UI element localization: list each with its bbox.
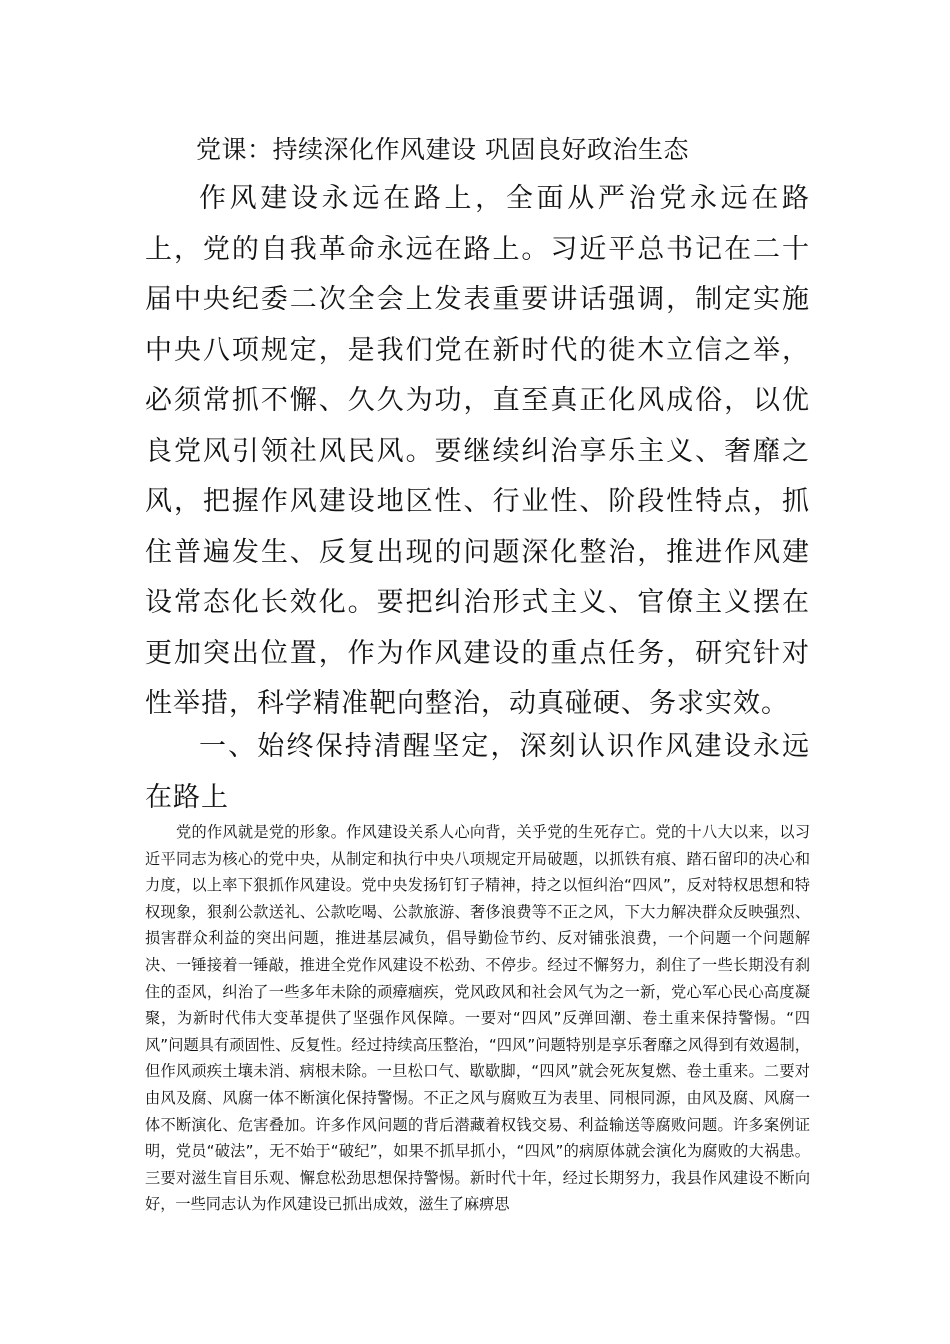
section-heading: 一、始终保持清醒坚定，深刻认识作风建设永远在路上 (145, 731, 810, 813)
intro-paragraph: 作风建设永远在路上，全面从严治党永远在路上，党的自我革命永远在路上。习近平总书记在二十届中央纪委二次全会上发表重要讲话强调，制定实施中央八项规定，是我们党在新时代的徙木立信之举，必须常抓不懈、久久为功，直至真正化风成俗，以优良党风引领社风民风。要继续纠治享乐主义、奢靡之风，把握作风建设地区性、行业性、阶段性特点，抓住普遍发生、反复出现的问题深化整治，推进作风建设常态化长效化。要把纠治形式主义、官僚主义摆在更加突出位置，作为作风建设的重点任务，研究针对性举措，科学精准靶向整治，动真碰硬、务求实效。 (145, 183, 810, 719)
document-title: 党课：持续深化作风建设 巩固良好政治生态 (196, 135, 689, 164)
section-body-paragraph: 党的作风就是党的形象。作风建设关系人心向背，关乎党的生死存亡。党的十八大以来，以习近平同志为核心的党中央，从制定和执行中央八项规定开局破题，以抓铁有痕、踏石留印的决心和力度，以上率下狠抓作风建设。党中央发扬钉钉子精神，持之以恒纠治“四风”，反对特权思想和特权现象，狠刹公款送礼、公款吃喝、公款旅游、奢侈浪费等不正之风，下大力解决群众反映强烈、损害群众利益的突出问题，推进基层减负，倡导勤俭节约、反对铺张浪费，一个问题一个问题解决、一锤接着一锤敲，推进全党作风建设不松劲、不停步。经过不懈努力，刹住了一些长期没有刹住的歪风，纠治了一些多年未除的顽瘴痼疾，党风政风和社会风气为之一新，党心军心民心高度凝聚，为新时代伟大变革提供了坚强作风保障。一要对“四风”反弹回潮、卷土重来保持警惕。“四风”问题具有顽固性、反复性。经过持续高压整治，“四风”问题特别是享乐奢靡之风得到有效遏制，但作风顽疾土壤未消、病根未除。一旦松口气、歇歇脚，“四风”就会死灰复燃、卷土重来。二要对由风及腐、风腐一体不断演化保持警惕。不正之风与腐败互为表里、同根同源，由风及腐、风腐一体不断演化、危害叠加。许多作风问题的背后潜藏着权钱交易、利益输送等腐败问题。许多案例证明，党员“破法”，无不始于“破纪”，如果不抓早抓小，“四风”的病原体就会演化为腐败的大祸患。三要对滋生盲目乐观、懈怠松劲思想保持警惕。新时代十年，经过长期努力，我县作风建设不断向好，一些同志认为作风建设已抓出成效，滋生了麻痹思 (145, 823, 810, 1214)
